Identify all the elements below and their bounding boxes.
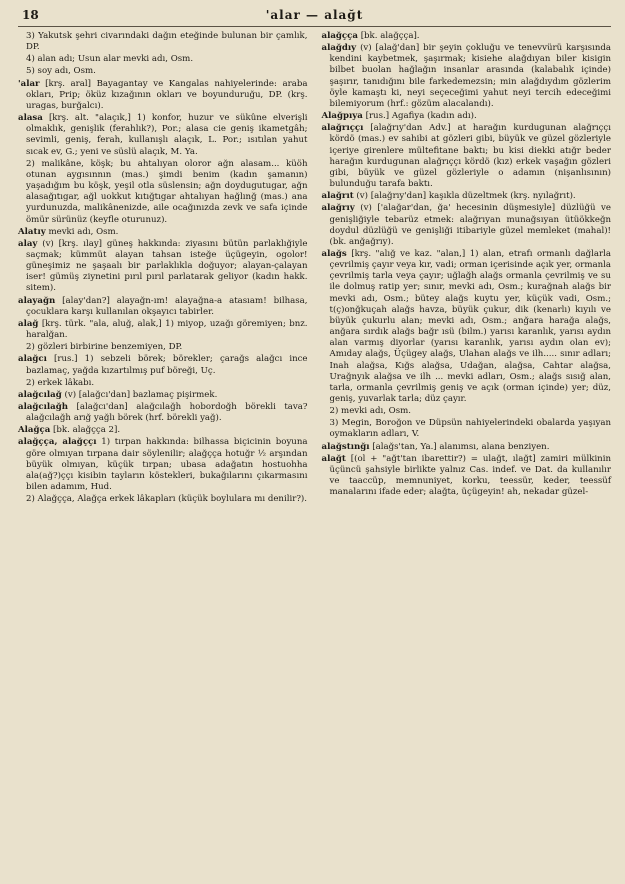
- entry-text: 2) Alağçça, Alağça erkek lâkapları (küçük boylulara mı denilir?).: [26, 494, 308, 505]
- page-header: [18, 6, 611, 27]
- headword: alağçça, alağççı: [18, 437, 97, 448]
- dictionary-entry: [18, 79, 308, 112]
- dictionary-entry: [18, 239, 308, 295]
- dictionary-entry: [18, 425, 308, 436]
- entry-sense: [322, 418, 612, 440]
- entry-text: 2) malikâne, köşk; bu ahtalıyan oloror ağn alasam... küöh otunan aygısınnın (mas.) şimdi benim (kadın şamanın) yaşadığım bu köşk, yeşil otla süslensin; ağn doydugutugar, ağn alasağıtıgar, ağl uokkut kıtığtıgar ahtalıyan hağlınğ (mas.) ana yurdunuzda, malikânenizde, aile ocağınızda zevk ve safa içinde ömür sürünüz (keyfle oturunuz).: [26, 158, 308, 225]
- entry-text: [rus.] 1) sebzeli börek; börekler; çarağs alağcı ince bazlamaç, yağda kızartılmış puf böreği, Uç.: [26, 354, 308, 376]
- headword: alağs: [321, 248, 347, 259]
- entry-text: [bk. alağçça 2].: [53, 425, 121, 436]
- dictionary-entry: [322, 123, 612, 190]
- page-number: 18: [22, 8, 39, 22]
- entry-text: [alay'dan?] alayağn-ım! alayağna-a atasıam! bilhasa, çocuklara karşı kullanılan okşayıcı tabirler.: [26, 295, 308, 317]
- dictionary-entry: [322, 191, 612, 202]
- headword: alay: [18, 238, 38, 249]
- entry-text: (v) [alağ'dan] bir şeyin çokluğu ve tenevvürü karşısında kendini kaybetmek, şaşırmak; kisiehe alağdıyan biler kisigin bilbet buolan hağlağın insanlar arasında (kalabalık içinde) şaşırır, tanıdığını bile farkedemezsin; min alağdıydım gözlerim öyle kamaştı ki, neyi seçeceğimi yahut neyi tercih edeceğimi bilemiyorum (hrf.: gözüm alacalandı).: [329, 43, 611, 109]
- entry-sense: [18, 54, 308, 65]
- dictionary-entry: [322, 43, 612, 110]
- entry-text: [krş. alt. "alaçık,] 1) konfor, huzur ve sükûne elverişli olmaklık, genişlik (ferahlık?), Por.; alasa cie geniş ikametgâh; sevimli, geniş, ferah, kullanışlı alaçık, L. Por.; ısıtılan yahut sıcak ev, G.; yeni ve süslü alaçık, M. Ya.: [26, 113, 308, 157]
- entry-text: [alağcı'dan] alağcılağh hobordoğh börekli tava? alağcılağh arığ yağlı börek (hrf. börekli yağ).: [26, 402, 308, 424]
- entry-text: 5) soy adı, Osm.: [26, 66, 96, 77]
- headword: alayağn: [18, 295, 56, 306]
- headword: alağstınğı: [321, 441, 370, 452]
- entry-text: (v) [alağcı'dan] bazlamaç pişirmek.: [64, 389, 218, 400]
- entry-sense: [18, 378, 308, 389]
- headword: alağrıççı: [321, 123, 364, 134]
- dictionary-entry: [322, 203, 612, 248]
- entry-text: 4) alan adı; Usun alar mevki adı, Osm.: [26, 54, 194, 65]
- entry-text: 3) Yakutsk şehri civarındaki dağın eteğinde bulunan bir çamlık, DP.: [26, 31, 308, 53]
- dictionary-entry: [322, 111, 612, 122]
- headword: alağcılağ: [18, 389, 62, 400]
- two-column-body: [18, 31, 611, 506]
- entry-text: 1) tırpan hakkında: bilhassa biçicinin boyuna göre olmıyan tırpana dair söylenilir; alağçça hotuğr ½ arşından büyük olmıyan, küçük tırpan; ubasa adağatın hostuohha ala(ağ?)ççı kisibin tayların köstekleri, bukağılarını çıkarmasını bilen adamım, Hud.: [26, 437, 308, 493]
- entry-text: (v) [krş. ılay] güneş hakkında: ziyasını bütün parlaklığiyle saçmak; kümmüt alayan tahsan isteğe üçügeyin, ogolor! güneşimiz ne şaşaalı bir parlaklıkla doğuyor; alayan-çalayan iser! gümüş ziynetini pırıl pırıl parlatarak geliyor (kadın hakk. sitem).: [26, 238, 308, 294]
- dictionary-entry: [18, 296, 308, 318]
- dictionary-entry: [18, 354, 308, 376]
- entry-text: [rus.] Agafiya (kadın adı).: [365, 111, 477, 122]
- dictionary-entry: [322, 454, 612, 499]
- entry-sense: [18, 31, 308, 53]
- headword: alağt: [321, 453, 346, 464]
- right-column: [322, 31, 612, 506]
- headword: Alatıy: [18, 226, 46, 237]
- entry-text: (v) [alağrıy'dan] kaşıkla düzeltmek (krş. nyılağrıt).: [356, 191, 576, 202]
- dictionary-entry: [322, 249, 612, 405]
- entry-text: [alağs'tan, Ya.] alanımsı, alana benziyen.: [372, 441, 550, 452]
- left-column: [18, 31, 308, 506]
- entry-text: [krş. "alığ ve kaz. "alan,] 1) alan, etrafı ormanlı dağlarla çevrilmiş çayır veya kır, vadi; orman içerisinde açık yer, ormanla çevrilmiş tarla veya çayır; uğlağh alağs ormanla çevrilmiş ve su ile dolmuş ratip yer; sınır, mevki adı, Osm.; kurağnah alağs bir mevki adı, Osm.; bütey alağs kuytu yer, küçük vadi, Osm.; t(ç)onğkuçah alağs havza, büyük çukur, dik (kenarlı) kıyılı ve büyük çukurlu alan; mevki adı, Osm.; anğara harağa alağs, anğara sırdık alağs bağr ısü (bilm.) yarısı karanlık, yarısı aydın alan varmış diyorlar (yarısı karanlık, yarısı aydın olan ev); Amıday alağs, Üçügey alağs, Ulahan alağs ve ilh..... sınır adları; Inah alağsa, Kığs alağsa, Udağan, alağsa, Cahtar alağsa, Urağnyık alağsa ve ilh ... mevki adları, Osm.; alağs sısığ alan, tarla, ormanla çevrilmiş geniş ve açık (orman içinde) yer; düz, geniş, yuvarlak tarla; düz çayır.: [329, 248, 611, 404]
- headword: 'alar: [18, 78, 40, 89]
- dictionary-entry: [322, 31, 612, 42]
- entry-text: [krş. türk. "ala, aluğ, alak,] 1) miyop, uzağı göremiyen; bnz. haralğan.: [26, 318, 308, 341]
- dictionary-entry: [18, 319, 308, 341]
- entry-text: 2) erkek lâkabı.: [26, 377, 95, 388]
- entry-sense: [18, 342, 308, 353]
- entry-text: [bk. alağçça].: [360, 31, 420, 41]
- entry-text: [(ol + "ağt'tan ibarettir?) = ulağt, ılağt] zamiri mülkinin üçüncü şahsiyle birlikte yalnız Cas. indef. ve Dat. da kullanılır ve taaccüp, memnuniyet, korku, teessür, keder, teessüf manalarını ifade eder; alağta, üçügeyin! ah, nekadar güzel-: [329, 453, 612, 498]
- headword: Alağpıya: [321, 111, 363, 122]
- headword: alağcı: [18, 354, 47, 365]
- headword: Alağça: [18, 425, 51, 436]
- entry-sense: [18, 66, 308, 77]
- entry-sense: [18, 159, 308, 226]
- running-title: 'alar — alağt: [265, 8, 364, 22]
- entry-sense: [322, 406, 612, 417]
- entry-text: 2) gözleri birbirine benzemiyen, DP.: [26, 342, 183, 353]
- headword: alağdıy: [321, 43, 357, 54]
- headword: alağrıt: [321, 191, 354, 202]
- entry-text: 2) mevki adı, Osm.: [329, 406, 412, 417]
- entry-text: (v) ['alağar'dan, ğa' hecesinin düşmesiyle] düzlüğü ve genişliğiyle tebarüz etmek: alağrıyan munağsıyan ütüökkeğn doydul düzlüğü ve genişliği itibariyle güzel memleket (mahal)! (bk. anğağrıy).: [329, 203, 612, 247]
- dictionary-entry: [322, 442, 612, 453]
- headword: alağcılağh: [18, 402, 68, 412]
- dictionary-entry: [18, 390, 308, 401]
- headword: alağrıy: [321, 203, 355, 214]
- dictionary-entry: [18, 113, 308, 158]
- entry-text: 3) Megin, Boroğon ve Düpsün nahiyelerindeki obalarda yaşıyan oymakların adları, V.: [329, 418, 611, 440]
- headword: alağ: [18, 318, 39, 329]
- dictionary-entry: [18, 437, 308, 493]
- entry-text: [alağrıy'dan Adv.] at harağın kurdugunan alağrıççı kördö (mas.) ev sahibi at gözleri gibi, büyük ve güzel gözleriyle içeriye girenlere mültefitane baktı; bu kisi diekki atığr beder harağın kurdugunan alağrıççı kördö (kız) erkek vaşağın gözleri gibi, büyük ve güzel gözleriyle o adamın (nişanlısının) bulunduğu tarafa baktı.: [329, 123, 611, 190]
- dictionary-entry: [18, 402, 308, 424]
- dictionary-entry: [18, 227, 308, 238]
- entry-sense: [18, 494, 308, 505]
- headword: alağçça: [321, 31, 358, 41]
- headword: alasa: [18, 113, 43, 124]
- entry-text: mevki adı, Osm.: [48, 226, 119, 237]
- entry-text: [krş. aral] Bayagantay ve Kangalas nahiyelerinde: araba okları, Prip; öküz kızağının okları ve boyunduruğu, DP. (krş. uragas, burğalcı).: [26, 78, 308, 111]
